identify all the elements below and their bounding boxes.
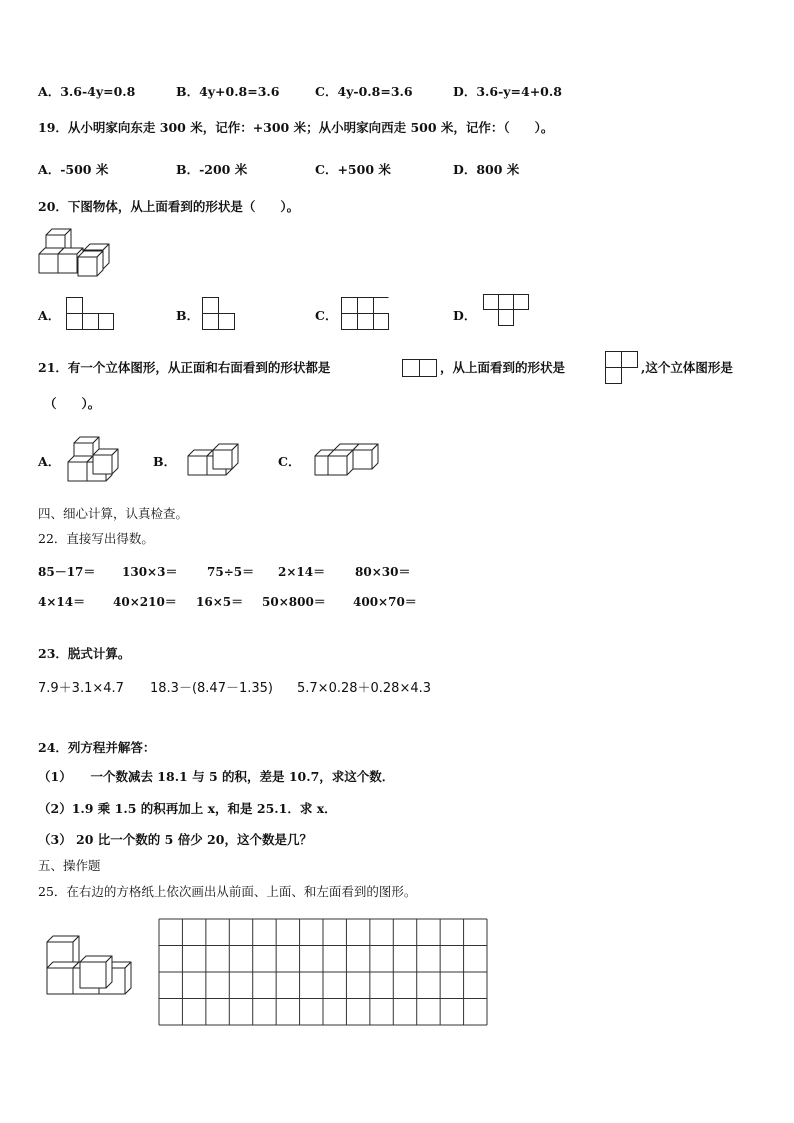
q23-expression-2: 18.3－(8.47－1.35) (150, 681, 273, 696)
q21-option-a-cubes-icon[interactable] (66, 436, 126, 482)
q20-cube-figure-icon (38, 226, 110, 278)
q21-top-view-icon (605, 351, 639, 385)
q19-stem: 19．从小明家向东走 300 米，记作：+300 米；从小明家向西走 500 米，记作：（ ）。 (38, 120, 554, 135)
q20-option-c-view-icon[interactable] (341, 297, 389, 331)
q20-option-c-label[interactable]: C． (315, 308, 338, 323)
q20-option-b-view-icon[interactable] (202, 297, 236, 331)
q21-stem-c: ,这个立体图形是 (641, 360, 733, 375)
q18-option-c[interactable]: C．4y-0.8=3.6 (315, 84, 413, 99)
q24-item-1: （1） 一个数减去 18.1 与 5 的积，差是 10.7，求这个数． (38, 769, 395, 784)
q23-expression-1: 7.9＋3.1×4.7 (38, 681, 124, 696)
q18-option-d[interactable]: D．3.6-y=4+0.8 (453, 84, 562, 99)
q22-stem: 22．直接写出得数。 (38, 531, 154, 546)
q22-calc-2-4: 50×800＝ (262, 595, 326, 609)
q24-stem: 24．列方程并解答： (38, 740, 156, 755)
q24-item-3: （3） 20 比一个数的 5 倍少 20，这个数是几？ (38, 832, 312, 847)
q18-option-a[interactable]: A．3.6-4y=0.8 (38, 84, 136, 99)
section-5-heading: 五、操作题 (38, 858, 101, 873)
q25-stem: 25．在右边的方格纸上依次画出从前面、上面、和左面看到的图形。 (38, 884, 417, 899)
q21-option-c-cubes-icon[interactable] (313, 446, 393, 478)
q21-option-b-label[interactable]: B． (153, 454, 177, 469)
q21-stem-a: 21．有一个立体图形，从正面和右面看到的形状都是 (38, 360, 331, 375)
q22-calc-1-3: 75÷5＝ (207, 565, 255, 579)
q21-stem-b: ，从上面看到的形状是 (440, 360, 566, 375)
q22-calc-2-5: 400×70＝ (353, 595, 417, 609)
q22-calc-2-3: 16×5＝ (196, 595, 244, 609)
q19-option-d[interactable]: D．800 米 (453, 162, 520, 177)
q21-option-a-label[interactable]: A． (38, 454, 61, 469)
q19-option-a[interactable]: A．-500 米 (38, 162, 109, 177)
q24-item-2: （2）1.9 乘 1.5 的积再加上 x，和是 25.1．求 x． (38, 801, 337, 816)
q22-calc-2-1: 4×14＝ (38, 595, 86, 609)
q20-option-a-view-icon[interactable] (66, 297, 114, 331)
q22-calc-2-2: 40×210＝ (113, 595, 177, 609)
q20-stem: 20．下图物体，从上面看到的形状是（ ）。 (38, 199, 300, 214)
q19-option-b[interactable]: B．-200 米 (176, 162, 248, 177)
section-4-heading: 四、细心计算，认真检查。 (38, 506, 189, 521)
q21-stem-d: （ ）。 (44, 396, 101, 411)
q25-grid-paper[interactable] (158, 918, 488, 1026)
q21-option-b-cubes-icon[interactable] (186, 446, 246, 478)
q21-option-c-label[interactable]: C． (278, 454, 301, 469)
q22-calc-1-2: 130×3＝ (122, 565, 178, 579)
q22-calc-1-5: 80×30＝ (355, 565, 411, 579)
q23-expression-3: 5.7×0.28＋0.28×4.3 (297, 681, 432, 696)
q22-calc-1-1: 85－17＝ (38, 565, 96, 579)
q20-option-d-label[interactable]: D． (453, 308, 477, 323)
q18-option-b[interactable]: B．4y+0.8=3.6 (176, 84, 280, 99)
q20-option-d-view-icon[interactable] (483, 294, 531, 334)
q20-option-a-label[interactable]: A． (38, 308, 61, 323)
q23-stem: 23．脱式计算。 (38, 646, 131, 661)
q22-calc-1-4: 2×14＝ (278, 565, 326, 579)
q20-option-b-label[interactable]: B． (176, 308, 200, 323)
q21-front-view-icon (402, 359, 438, 378)
q25-cube-figure-icon (44, 928, 140, 1000)
q19-option-c[interactable]: C．+500 米 (315, 162, 391, 177)
